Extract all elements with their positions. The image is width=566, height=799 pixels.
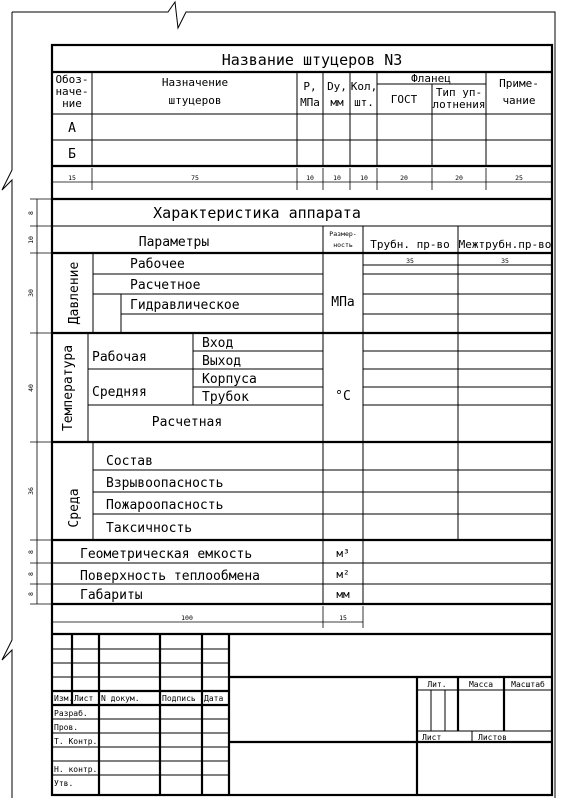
tb-hdr-date: Дата [204, 694, 224, 703]
geometric-capacity-unit: м³ [336, 547, 350, 560]
shell-side-dim: 35 [501, 257, 509, 265]
unit-header-2: ность [333, 241, 353, 249]
temperature-average: Средняя [92, 385, 147, 400]
tb-sheet: Лист [422, 733, 442, 742]
tb-lit: Лит. [427, 680, 447, 689]
hdr-diameter-2: мм [330, 96, 344, 109]
nozzle-dimension-row [52, 168, 552, 190]
temperature-shell: Корпуса [202, 372, 257, 387]
tube-side-dim: 35 [406, 257, 414, 265]
temperature-unit: °С [335, 389, 351, 404]
heat-surface-label: Поверхность теплообмена [80, 569, 261, 584]
nozzle-dim-7: 20 [455, 174, 463, 182]
pressure-working: Рабочее [130, 257, 185, 272]
medium-fire-hazard: Пожароопасность [106, 498, 224, 513]
nozzle-table [52, 51, 552, 166]
tb-hdr-signature: Подпись [162, 694, 196, 703]
hdr-gost: ГОСТ [390, 93, 418, 106]
tb-sheets: Листов [478, 733, 507, 742]
tb-hdr-doc-number: N докум. [101, 694, 140, 703]
tb-role-approved: Утв. [54, 779, 74, 788]
left-dimension-chain [27, 199, 52, 604]
unit-header-1: Размер- [329, 230, 357, 238]
hdr-quantity-1: Кол, [350, 80, 378, 93]
geometric-capacity-label: Геометрическая емкость [80, 547, 253, 562]
hdr-pressure-2: МПа [300, 96, 320, 109]
hdr-quantity-2: шт. [354, 96, 374, 109]
left-dim-3: 30 [27, 289, 35, 297]
medium-composition: Состав [106, 454, 153, 469]
temperature-working: Рабочая [92, 350, 147, 365]
medium-toxicity: Таксичность [106, 521, 193, 536]
temperature-design: Расчетная [151, 415, 223, 430]
tb-role-norm-control: Н. контр. [54, 765, 98, 774]
pressure-group-label: Давление [67, 261, 82, 325]
outer-frame [2, 2, 555, 798]
hdr-seal-type-2: лотнения [432, 98, 486, 111]
hdr-purpose-1: Назначение [161, 76, 229, 89]
hdr-diameter-1: Dу, [327, 80, 347, 93]
bottom-dimension-chain [52, 606, 363, 628]
hdr-pressure-1: Р, [303, 80, 317, 93]
left-dim-2: 10 [27, 236, 35, 244]
nozzle-title: Название штуцеров N3 [221, 51, 403, 69]
pressure-unit: МПа [331, 295, 355, 310]
left-dim-7: 8 [27, 572, 35, 576]
hdr-seal-type-1: Тип уп- [435, 86, 483, 99]
tb-mass: Масса [468, 680, 494, 689]
pressure-hydraulic: Гидравлическое [130, 298, 240, 313]
shell-side-header: Межтрубн.пр-во [458, 238, 552, 251]
specs-title: Характеристика аппарата [153, 204, 361, 222]
medium-explosion-hazard: Взрывоопасность [106, 476, 224, 491]
title-block [52, 634, 552, 795]
dimensions-label: Габариты [80, 588, 143, 603]
nozzle-row-a: А [68, 121, 76, 136]
nozzle-dim-6: 20 [400, 174, 408, 182]
left-dim-8: 8 [27, 592, 35, 596]
bottom-dim-1: 100 [181, 614, 193, 622]
temperature-tubes: Трубок [202, 390, 249, 405]
left-dim-1: 8 [27, 211, 35, 215]
params-header: Параметры [138, 235, 210, 250]
left-dim-5: 36 [27, 487, 35, 495]
left-dim-6: 8 [27, 550, 35, 554]
hdr-note-1: Приме- [499, 77, 539, 90]
nozzle-dim-3: 10 [306, 174, 314, 182]
nozzle-dim-1: 15 [68, 174, 76, 182]
hdr-designation-2: наче- [55, 85, 89, 98]
hdr-designation-1: Обоз- [55, 73, 89, 86]
nozzle-dim-5: 10 [360, 174, 368, 182]
hdr-purpose-2: штуцеров [168, 94, 222, 107]
temperature-inlet: Вход [202, 336, 234, 351]
specs-table [52, 199, 552, 604]
temperature-group-label: Температура [61, 344, 76, 432]
temperature-outlet: Выход [202, 354, 242, 369]
hdr-designation-3: ние [62, 97, 82, 110]
hdr-note-2: чание [502, 94, 536, 107]
tb-role-checker: Пров. [54, 723, 79, 732]
heat-surface-unit: м² [336, 568, 350, 581]
tb-hdr-change: Изм. [54, 694, 74, 703]
nozzle-dim-2: 75 [191, 174, 199, 182]
dimensions-unit: мм [336, 588, 350, 601]
tb-scale: Масштаб [511, 680, 545, 689]
medium-group-label: Среда [67, 488, 82, 528]
tb-role-tech-control: Т. Контр. [54, 737, 98, 746]
nozzle-dim-4: 10 [333, 174, 341, 182]
nozzle-dim-8: 25 [515, 174, 523, 182]
hdr-flange: Фланец [411, 72, 451, 85]
tb-role-developer: Разраб. [54, 709, 88, 718]
bottom-dim-2: 15 [339, 614, 347, 622]
pressure-design: Расчетное [130, 278, 201, 293]
tb-hdr-sheet: Лист [74, 694, 94, 703]
tube-side-header: Трубн. пр-во [370, 238, 450, 251]
nozzle-row-b: Б [68, 147, 76, 162]
left-dim-4: 40 [27, 384, 35, 392]
